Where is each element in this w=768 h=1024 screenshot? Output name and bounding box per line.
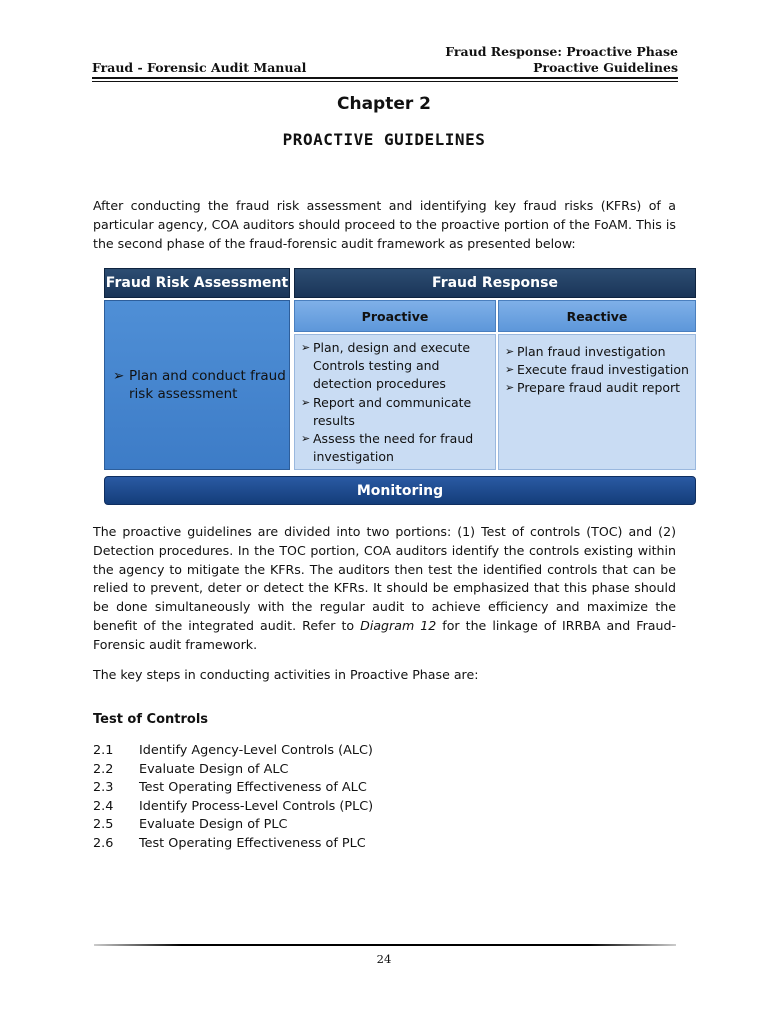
header-phase: Fraud Response: Proactive Phase <box>445 44 678 59</box>
guidelines-paragraph: The proactive guidelines are divided into two portions: (1) Test of controls (TOC) and (2) Detection procedures. In the TOC portion, COA auditors identify the controls existing within the agency to mitigate the KFRs. The auditors then test the identified controls that can be relied to prevent, deter or detect the KFRs. It should be emphasized that this phase should be done simultaneously with the regular audit to achieve efficiency and maximize the benefit of the integrated audit. Refer to Diagram 12 for the linkage of IRRBA and Fraud-Forensic audit framework. <box>93 524 676 652</box>
reactive-item: ➢ Execute fraud investigation <box>505 361 689 379</box>
fra-item-text: Plan and conduct fraud risk assessment <box>129 368 286 402</box>
list-item: 2.4 Identify Process-Level Controls (PLC) <box>93 798 374 814</box>
reactive-item: ➢ Plan fraud investigation <box>505 343 689 361</box>
proactive-item: ➢ Plan, design and execute Controls testing and detection procedures <box>301 339 489 394</box>
list-item: 2.5 Evaluate Design of PLC <box>93 817 288 833</box>
arrow-bullet-icon: ➢ <box>505 345 515 358</box>
list-item: 2.6 Test Operating Effectiveness of PLC <box>93 835 366 851</box>
proactive-item: ➢ Assess the need for fraud investigation <box>301 430 489 466</box>
chapter-label: Chapter 2 <box>336 94 431 114</box>
key-steps-intro: The key steps in conducting activities in Proactive Phase are: <box>93 667 479 682</box>
footer-rule <box>94 944 676 946</box>
fraud-response-header: Fraud Response <box>294 268 696 298</box>
section-title: Test of Controls <box>93 712 209 727</box>
arrow-bullet-icon: ➢ <box>301 341 311 354</box>
arrow-bullet-icon: ➢ <box>505 363 515 377</box>
list-item: 2.1 Identify Agency-Level Controls (ALC) <box>93 743 373 758</box>
proactive-item: ➢ Report and communicate results <box>301 394 489 430</box>
arrow-bullet-icon: ➢ <box>301 395 311 409</box>
header-section: Proactive Guidelines <box>533 60 678 75</box>
fra-item <box>113 367 289 403</box>
arrow-bullet-icon: ➢ <box>113 368 125 384</box>
proactive-header: Proactive <box>294 300 496 332</box>
arrow-bullet-icon: ➢ <box>301 432 311 446</box>
header-rule <box>92 77 678 79</box>
fraud-risk-assessment-body <box>104 300 290 470</box>
running-header-right <box>445 44 678 76</box>
reactive-column <box>498 334 696 470</box>
list-item: 2.3 Test Operating Effectiveness of ALC <box>93 780 367 796</box>
fraud-risk-assessment-header: Fraud Risk Assessment <box>104 268 290 298</box>
steps-list <box>93 742 373 854</box>
header-manual-title: Fraud - Forensic Audit Manual <box>92 60 307 75</box>
fraud-forensic-framework-diagram <box>104 268 696 508</box>
monitoring-bar: Monitoring <box>104 476 696 505</box>
proactive-column <box>294 334 496 470</box>
arrow-bullet-icon: ➢ <box>505 381 515 395</box>
diagram-reference: Diagram 12 <box>360 617 437 633</box>
reactive-item: ➢ Prepare fraud audit report <box>505 379 689 397</box>
intro-paragraph: After conducting the fraud risk assessment and identifying key fraud risks (KFRs) of a particular agency, COA auditors should proceed to the proactive portion of the FoAM. This is the second phase of the fraud-forensic audit framework as presented below: <box>93 198 676 251</box>
list-item: 2.2 Evaluate Design of ALC <box>93 761 289 777</box>
chapter-title: PROACTIVE GUIDELINES <box>282 130 486 149</box>
page-number: 24 <box>376 952 392 966</box>
reactive-header: Reactive <box>498 300 696 332</box>
header-rule-thin <box>92 81 678 82</box>
